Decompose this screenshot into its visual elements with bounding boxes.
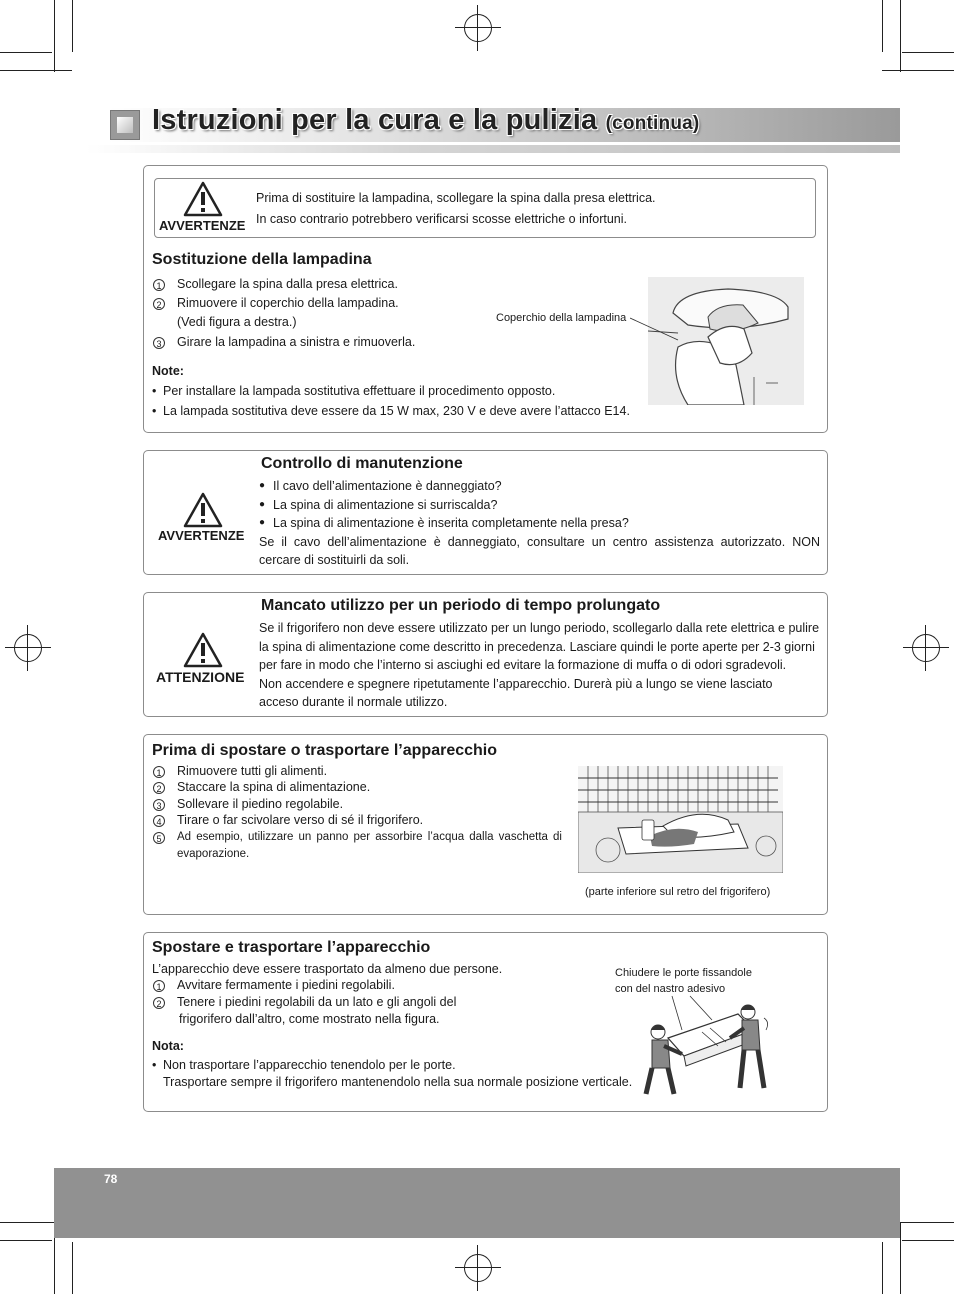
- step-number-2: 2: [153, 782, 165, 794]
- step-number-3: 3: [153, 799, 165, 811]
- step-number-1: 1: [153, 980, 165, 992]
- step-number-2: 2: [153, 298, 165, 310]
- lamp-step-2-sub: (Vedi figura a destra.): [177, 315, 297, 329]
- moving-note-bullet: •: [152, 1058, 157, 1072]
- step-number-3: 3: [153, 337, 165, 349]
- warning-triangle-icon: [183, 181, 223, 217]
- lamp-step-2: Rimuovere il coperchio della lampadina.: [177, 296, 399, 310]
- page-title: [152, 104, 699, 137]
- tape-caption-line-2: con del nastro adesivo: [615, 983, 726, 995]
- maintenance-paragraph-line-1: Se il cavo dell’alimentazione è danneggiato, consultare un centro assistenza autorizzato. NON: [259, 535, 820, 549]
- bullet-dot: ●: [259, 499, 266, 510]
- moving-note-title: Nota:: [152, 1039, 184, 1053]
- tape-caption-line-1: Chiudere le porte fissandole: [615, 967, 752, 979]
- moving-step-1: Avvitare fermamente i piedini regolabili.: [177, 978, 395, 992]
- step-number-4: 4: [153, 815, 165, 827]
- moving-intro: L’apparecchio deve essere trasportato da almeno due persone.: [152, 962, 503, 976]
- unused-line-2: la spina di alimentazione come descritto in precedenza. Lasciare quindi le porte aperte per 2-3 giorni: [259, 640, 815, 654]
- before-move-step-3: Sollevare il piedino regolabile.: [177, 797, 344, 811]
- lamp-caption-leader-line: [630, 316, 690, 346]
- unused-line-1: Se il frigorifero non deve essere utilizzato per un lungo periodo, scollegarlo dalla rete elettrica e pulire: [259, 621, 820, 635]
- maintenance-bullet-2: La spina di alimentazione si surriscalda?: [273, 498, 498, 512]
- before-move-step-5: Ad esempio, utilizzare un panno per assorbire l’acqua dalla vaschetta di: [177, 831, 562, 843]
- before-move-step-4: Tirare o far scivolare verso di sé il frigorifero.: [177, 813, 424, 827]
- moving-title: Spostare e trasportare l’apparecchio: [152, 939, 431, 956]
- unused-line-3: per fare in modo che l’interno si asciughi ed evitare la formazione di muffa o di odori sgradevoli.: [259, 658, 787, 672]
- lamp-step-1: Scollegare la spina dalla presa elettrica.: [177, 277, 398, 291]
- lamp-section-title: Sostituzione della lampadina: [152, 251, 372, 268]
- lamp-step-3: Girare la lampadina a sinistra e rimuoverla.: [177, 335, 416, 349]
- two-people-carrying-fridge-illustration: [630, 990, 780, 1100]
- page-title-main: Istruzioni per la cura e la pulizia: [152, 104, 598, 136]
- lamp-warning-label: AVVERTENZE: [159, 218, 246, 233]
- step-number-2: 2: [153, 997, 165, 1009]
- moving-note-line-2: Trasportare sempre il frigorifero mantenendolo nella sua normale posizione verticale.: [163, 1075, 633, 1089]
- header-underline: [86, 145, 900, 153]
- before-move-step-1: Rimuovere tutti gli alimenti.: [177, 764, 328, 778]
- unused-line-5: acceso durante il normale utilizzo.: [259, 695, 448, 709]
- lamp-note-1: Per installare la lampada sostitutiva effettuare il procedimento opposto.: [163, 384, 556, 398]
- lamp-note-bullet-2: •: [152, 404, 157, 418]
- fridge-bottom-caption: (parte inferiore sul retro del frigorifero): [585, 886, 771, 898]
- maintenance-bullet-1: Il cavo dell’alimentazione è danneggiato?: [273, 479, 502, 493]
- moving-step-2: Tenere i piedini regolabili da un lato e gli angoli del: [177, 995, 457, 1009]
- moving-step-2-cont: frigorifero dall’altro, come mostrato nella figura.: [179, 1012, 440, 1026]
- moving-note-line-1: Non trasportare l’apparecchio tenendolo per le porte.: [163, 1058, 456, 1072]
- step-number-5: 5: [153, 832, 165, 844]
- section-square-icon: [110, 110, 140, 140]
- lamp-note-bullet-1: •: [152, 384, 157, 398]
- unused-title: Mancato utilizzo per un periodo di tempo prolungato: [261, 597, 661, 614]
- maintenance-paragraph-line-2: cercare di sostituirli da soli.: [259, 553, 410, 567]
- step-number-1: 1: [153, 279, 165, 291]
- fridge-bottom-illustration: [578, 766, 783, 873]
- before-move-step-5-cont: evaporazione.: [177, 848, 250, 860]
- unused-caution-label: ATTENZIONE: [156, 669, 245, 685]
- maintenance-title: Controllo di manutenzione: [261, 455, 463, 472]
- warning-triangle-icon: [183, 632, 223, 668]
- unused-line-4: Non accendere e spegnere ripetutamente l’apparecchio. Durerà più a lungo se viene lasciato: [259, 677, 773, 691]
- warning-triangle-icon: [183, 492, 223, 528]
- before-move-step-2: Staccare la spina di alimentazione.: [177, 780, 371, 794]
- bullet-dot: ●: [259, 480, 266, 491]
- maintenance-bullet-3: La spina di alimentazione è inserita completamente nella presa?: [273, 516, 629, 530]
- bullet-dot: ●: [259, 517, 266, 528]
- footer-bar: [54, 1168, 900, 1238]
- lamp-note-2: La lampada sostitutiva deve essere da 15 W max, 230 V e deve avere l’attacco E14.: [163, 404, 630, 418]
- lamp-notes-title: Note:: [152, 364, 184, 378]
- maintenance-warning-label: AVVERTENZE: [158, 528, 245, 543]
- page-number: 78: [104, 1172, 118, 1186]
- lamp-figure-caption: Coperchio della lampadina: [496, 312, 627, 324]
- lamp-warning-line-2: In caso contrario potrebbero verificarsi scosse elettriche o infortuni.: [256, 212, 628, 226]
- page-title-suffix: (continua): [605, 113, 700, 134]
- step-number-1: 1: [153, 766, 165, 778]
- before-moving-title: Prima di spostare o trasportare l’apparecchio: [152, 742, 498, 759]
- lamp-warning-line-1: Prima di sostituire la lampadina, scollegare la spina dalla presa elettrica.: [256, 191, 656, 205]
- lamp-warning-box: [154, 178, 816, 238]
